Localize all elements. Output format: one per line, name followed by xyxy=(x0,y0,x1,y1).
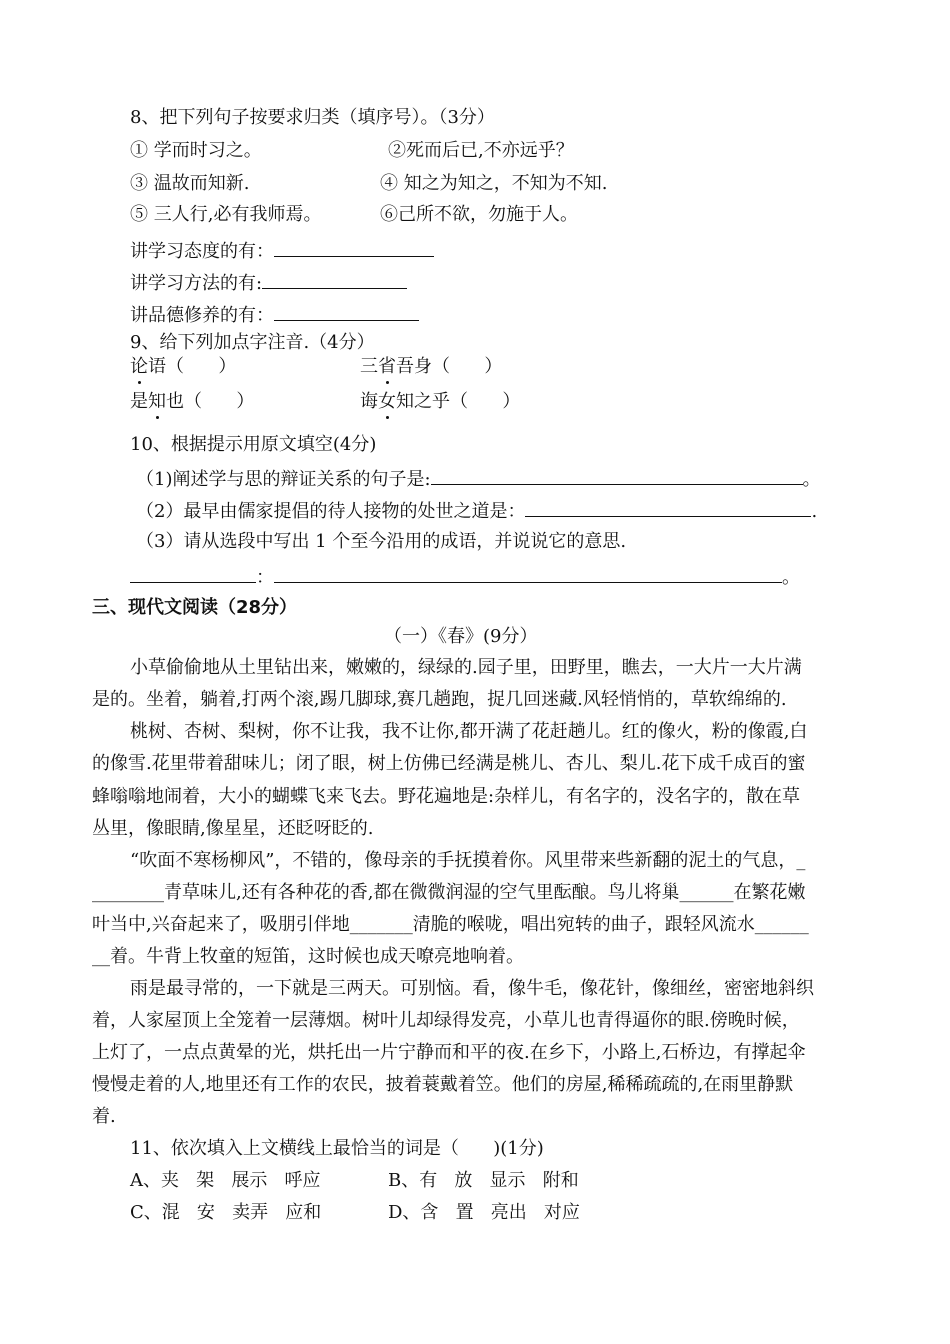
passage-line: 的像雪.花里带着甜味儿；闭了眼，树上仿佛已经满是桃儿、杏儿、梨儿.花下成千成百的蜜 xyxy=(92,753,806,774)
section-3-title: 三、现代文阅读（28分） xyxy=(92,597,298,618)
q10-blank-2[interactable] xyxy=(525,498,811,517)
q9-item-4: 诲女知之乎（ ） xyxy=(360,391,521,412)
q8-morality-row xyxy=(130,302,419,328)
q8-sentence-1: ① 学而时习之。 xyxy=(130,140,262,161)
q8-morality-label: 讲品德修养的有： xyxy=(130,305,274,326)
q8-method-label: 讲学习方法的有: xyxy=(130,273,263,294)
q8-sentence-6: ⑥己所不欲，勿施于人。 xyxy=(380,204,578,225)
q10-idiom-blank[interactable] xyxy=(130,564,256,583)
passage-line: 上灯了，一点点黄晕的光，烘托出一片宁静而和平的夜.在乡下，小路上,石桥边，有撑起伞 xyxy=(92,1042,806,1063)
dotted-char: 省 xyxy=(378,356,396,377)
passage-line: 是的。坐着，躺着,打两个滚,踢几脚球,赛几趟跑，捉几回迷藏.风轻悄悄的，草软绵绵的. xyxy=(92,689,787,710)
q8-method-blank[interactable] xyxy=(262,270,407,289)
q11-title: 11、依次填入上文横线上最恰当的词是（ )(1分) xyxy=(130,1138,544,1159)
q9-item-1: 论语（ ） xyxy=(130,356,237,377)
q11-option-b[interactable]: B、有 放 显示 附和 xyxy=(388,1170,579,1191)
q8-attitude-blank[interactable] xyxy=(274,238,434,257)
q10-meaning-blank[interactable] xyxy=(274,564,782,583)
dotted-char: 女 xyxy=(378,391,396,412)
q8-sentence-4: ④ 知之为知之，不知为不知. xyxy=(380,173,608,194)
passage-line: 着，人家屋顶上全笼着一层薄烟。树叶儿却绿得发亮，小草儿也青得逼你的眼.傍晚时候， xyxy=(92,1010,800,1031)
q8-attitude-label: 讲学习态度的有： xyxy=(130,241,274,262)
passage-line: 丛里，像眼睛,像星星，还眨呀眨的. xyxy=(92,818,374,839)
passage-line: 小草偷偷地从土里钻出来，嫩嫩的，绿绿的.园子里，田野里，瞧去，一大片一大片满 xyxy=(130,657,802,678)
q8-sentence-5: ⑤ 三人行,必有我师焉。 xyxy=(130,204,322,225)
q10-part-2: （2）最早由儒家提倡的待人接物的处世之道是： . xyxy=(136,498,817,524)
passage-line: 蜂嗡嗡地闹着，大小的蝴蝶飞来飞去。野花遍地是:杂样儿，有名字的，没名字的，散在草 xyxy=(92,786,801,807)
passage-line: 着. xyxy=(92,1106,116,1127)
passage-title: （一）《春》(9分） xyxy=(384,626,538,647)
q10-idiom-row: ： 。 xyxy=(130,564,800,590)
passage-line: 慢慢走着的人,地里还有工作的农民，披着蓑戴着笠。他们的房屋,稀稀疏疏的,在雨里静默 xyxy=(92,1074,794,1095)
q8-attitude-row xyxy=(130,238,434,264)
dotted-char: 论 xyxy=(130,356,148,377)
q10-part-3: （3）请从选段中写出 1 个至今沿用的成语，并说说它的意思. xyxy=(136,531,627,552)
q11-option-a[interactable]: A、夹 架 展示 呼应 xyxy=(130,1170,321,1191)
dotted-char: 知 xyxy=(148,391,166,412)
passage-line: 雨是最寻常的，一下就是三两天。可别恼。看，像牛毛，像花针，像细丝，密密地斜织 xyxy=(130,978,814,999)
q10-title: 10、根据提示用原文填空(4分) xyxy=(130,434,377,455)
q8-morality-blank[interactable] xyxy=(274,302,419,321)
passage-line: ________青草味儿,还有各种花的香,都在微微润湿的空气里酝酿。鸟儿将巢______在繁花嫩 xyxy=(92,882,806,903)
q10-part-1: （1)阐述学与思的辩证关系的句子是: 。 xyxy=(136,466,821,492)
q9-item-2: 三省吾身（ ） xyxy=(360,356,503,377)
q8-method-row xyxy=(130,270,407,296)
passage-line: “吹面不寒杨柳风”，不错的，像母亲的手抚摸着你。风里带来些新翻的泥土的气息，_ xyxy=(130,850,806,871)
q8-sentence-3: ③ 温故而知新. xyxy=(130,173,250,194)
q8-sentence-2: ②死而后已,不亦远乎？ xyxy=(388,140,574,161)
q9-title: 9、给下列加点字注音.（4分） xyxy=(130,332,375,353)
q10-blank-1[interactable] xyxy=(431,466,803,485)
q11-option-d[interactable]: D、含 置 亮出 对应 xyxy=(388,1202,580,1223)
passage-line: __着。牛背上牧童的短笛，这时候也成天嘹亮地响着。 xyxy=(92,946,524,967)
passage-line: 桃树、杏树、梨树，你不让我，我不让你,都开满了花赶趟儿。红的像火，粉的像霞,白 xyxy=(130,721,808,742)
q9-item-3: 是知也（ ） xyxy=(130,391,255,412)
q11-option-c[interactable]: C、混 安 卖弄 应和 xyxy=(130,1202,322,1223)
passage-line: 叶当中,兴奋起来了，吸朋引伴地_______清脆的喉咙，唱出宛转的曲子，跟轻风流水______ xyxy=(92,914,809,935)
q8-title: 8、把下列句子按要求归类（填序号）。（3分） xyxy=(130,107,495,128)
